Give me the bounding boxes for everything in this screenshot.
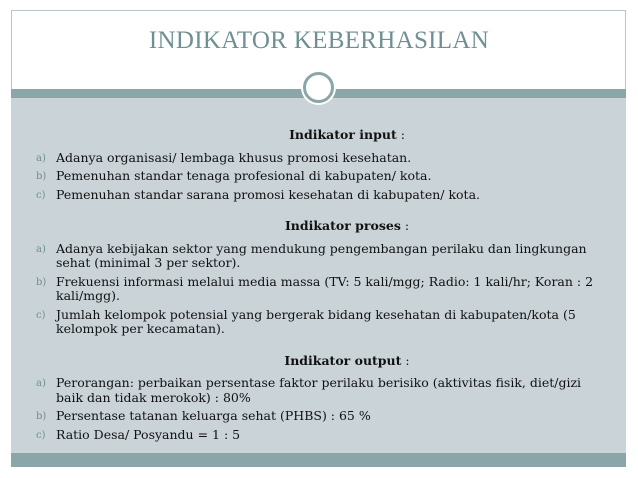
- slide-content: [36, 128, 598, 446]
- list-item: [36, 428, 598, 443]
- list-item: [36, 242, 598, 271]
- section-heading: Indikator input :: [289, 127, 405, 142]
- list-item: [36, 308, 598, 337]
- list-item: [36, 376, 598, 405]
- list-item: [36, 169, 598, 184]
- item-marker: c): [36, 429, 46, 441]
- item-text: Jumlah kelompok potensial yang bergerak bidang kesehatan di kabupaten/kota (5 kelompok per kecamatan).: [56, 306, 576, 336]
- section-heading: Indikator proses :: [284, 218, 410, 233]
- list-item: [36, 275, 598, 304]
- section-proses: [36, 219, 598, 337]
- item-marker: b): [36, 171, 47, 182]
- section-input: [36, 128, 598, 202]
- list-item: [36, 409, 598, 424]
- item-marker: a): [36, 243, 46, 255]
- section-heading: Indikator output :: [284, 352, 410, 368]
- item-marker: a): [36, 378, 46, 389]
- item-text: Adanya organisasi/ lembaga khusus promosi kesehatan.: [56, 149, 412, 165]
- list-item: [36, 188, 598, 203]
- circle-ornament-icon: [303, 72, 334, 103]
- item-text: Frekuensi informasi melalui media massa (TV: 5 kali/mgg; Radio: 1 kali/hr; Koran : 2 kali/mgg).: [56, 273, 594, 303]
- item-marker: c): [36, 189, 46, 201]
- list-item: [36, 151, 598, 166]
- bottom-accent-band: [11, 453, 626, 467]
- item-marker: b): [36, 276, 47, 288]
- item-text: Pemenuhan standar tenaga profesional di kabupaten/ kota.: [56, 168, 432, 183]
- item-text: Pemenuhan standar sarana promosi kesehatan di kabupaten/ kota.: [56, 186, 481, 202]
- item-marker: a): [36, 152, 46, 164]
- section-output: [36, 354, 598, 443]
- item-marker: b): [36, 411, 47, 422]
- item-text: Adanya kebijakan sektor yang mendukung pengembangan perilaku dan lingkungan sehat (minimal 3 per sektor).: [56, 240, 587, 270]
- item-text: Ratio Desa/ Posyandu = 1 : 5: [56, 426, 241, 442]
- item-marker: c): [36, 309, 46, 321]
- slide-title: INDIKATOR KEBERHASILAN: [148, 27, 490, 54]
- item-text: Perorangan: perbaikan persentase faktor perilaku berisiko (aktivitas fisik, diet/gizi baik dan tidak merokok) : 80%: [56, 375, 582, 405]
- item-text: Persentase tatanan keluarga sehat (PHBS) : 65 %: [56, 408, 371, 423]
